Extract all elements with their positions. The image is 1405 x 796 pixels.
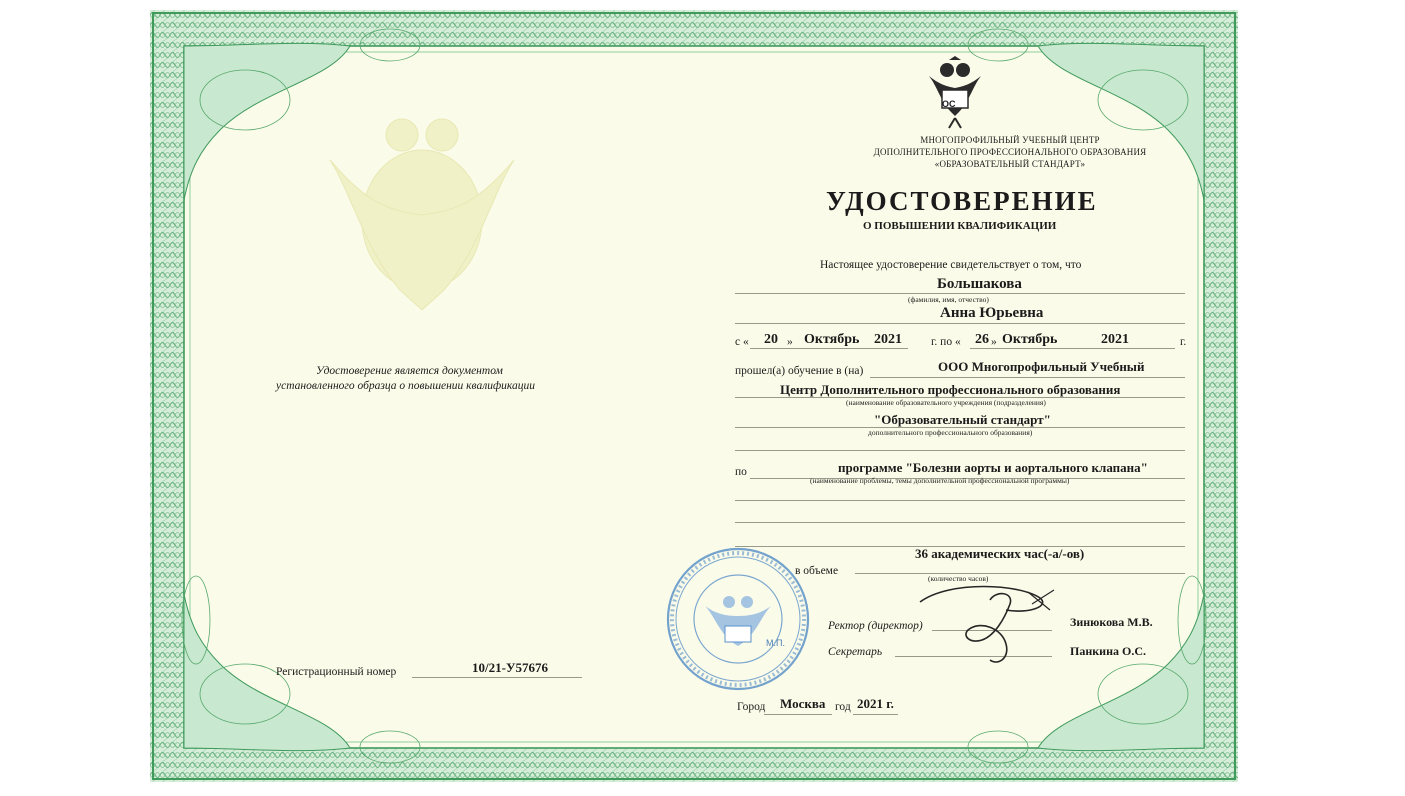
org-line-2: ДОПОЛНИТЕЛЬНОГО ПРОФЕССИОНАЛЬНОГО ОБРАЗОВАНИЯ	[873, 147, 1147, 157]
org-fill-3: "Образовательный стандарт"	[874, 412, 1051, 427]
trained-label: прошел(а) обучение в (на)	[735, 365, 864, 377]
emblem-text: ОС	[942, 99, 956, 109]
year-label: год	[835, 701, 851, 713]
secretary-label: Секретарь	[828, 646, 883, 658]
official-stamp	[665, 546, 811, 692]
hours: 36 академических час(-а/-ов)	[915, 546, 1085, 561]
certificate	[150, 10, 1238, 782]
surname: Большакова	[937, 276, 1022, 292]
org-caption: (наименование образовательного учреждения (подразделения)	[846, 398, 1046, 407]
reg-number: 10/21-У57676	[472, 660, 548, 675]
from-prefix: с «	[735, 336, 749, 348]
to-day: 26	[975, 332, 989, 347]
org-fill-2: Центр Дополнительного профессионального образования	[780, 382, 1121, 397]
double-headed-eagle-icon	[923, 56, 987, 130]
to-close: »	[991, 336, 997, 348]
secretary-name: Панкина О.С.	[1070, 644, 1146, 658]
city-label: Город	[737, 701, 766, 713]
given-names: Анна Юрьевна	[940, 305, 1044, 321]
year-suffix: г.	[1180, 336, 1187, 348]
program: программе "Болезни аорты и аортального клапана"	[838, 460, 1148, 475]
reg-number-label: Регистрационный номер	[276, 666, 397, 678]
from-day: 20	[764, 332, 778, 347]
org-line-3: «ОБРАЗОВАТЕЛЬНЫЙ СТАНДАРТ»	[934, 159, 1086, 169]
volume-label: в объеме	[795, 565, 839, 577]
stamp-mp: М.П.	[766, 638, 785, 648]
city: Москва	[780, 696, 826, 711]
document-title: УДОСТОВЕРЕНИЕ	[826, 186, 1098, 216]
to-month: Октябрь	[1002, 332, 1058, 347]
to-year: 2021	[1101, 332, 1129, 347]
statement-line-1: Удостоверение является документом	[316, 365, 503, 377]
eagle-watermark	[330, 119, 514, 310]
from-month: Октябрь	[804, 332, 860, 347]
rector-label: Ректор (директор)	[828, 620, 923, 632]
from-year: 2021	[874, 332, 902, 347]
rector-name: Зинюкова М.В.	[1070, 615, 1153, 629]
document-subtitle: О ПОВЫШЕНИИ КВАЛИФИКАЦИИ	[863, 220, 1057, 232]
from-close: »	[787, 336, 793, 348]
to-prefix: г. по «	[931, 336, 961, 348]
org-line-1: МНОГОПРОФИЛЬНЫЙ УЧЕБНЫЙ ЦЕНТР	[920, 135, 1100, 145]
program-caption: (наименование проблемы, темы дополнительной профессиональной программы)	[810, 476, 1070, 485]
hours-caption: (количество часов)	[928, 574, 989, 583]
by-label: по	[735, 466, 747, 478]
year: 2021 г.	[857, 696, 894, 711]
statement-line-2: установленного образца о повышении квалификации	[276, 380, 535, 392]
org-fill-1: ООО Многопрофильный Учебный	[938, 359, 1145, 374]
name-caption: (фамилия, имя, отчество)	[908, 295, 989, 304]
org-caption-2: дополнительного профессионального образования)	[868, 428, 1033, 437]
signature	[910, 580, 1060, 670]
intro-text: Настоящее удостоверение свидетельствует о том, что	[820, 259, 1082, 271]
